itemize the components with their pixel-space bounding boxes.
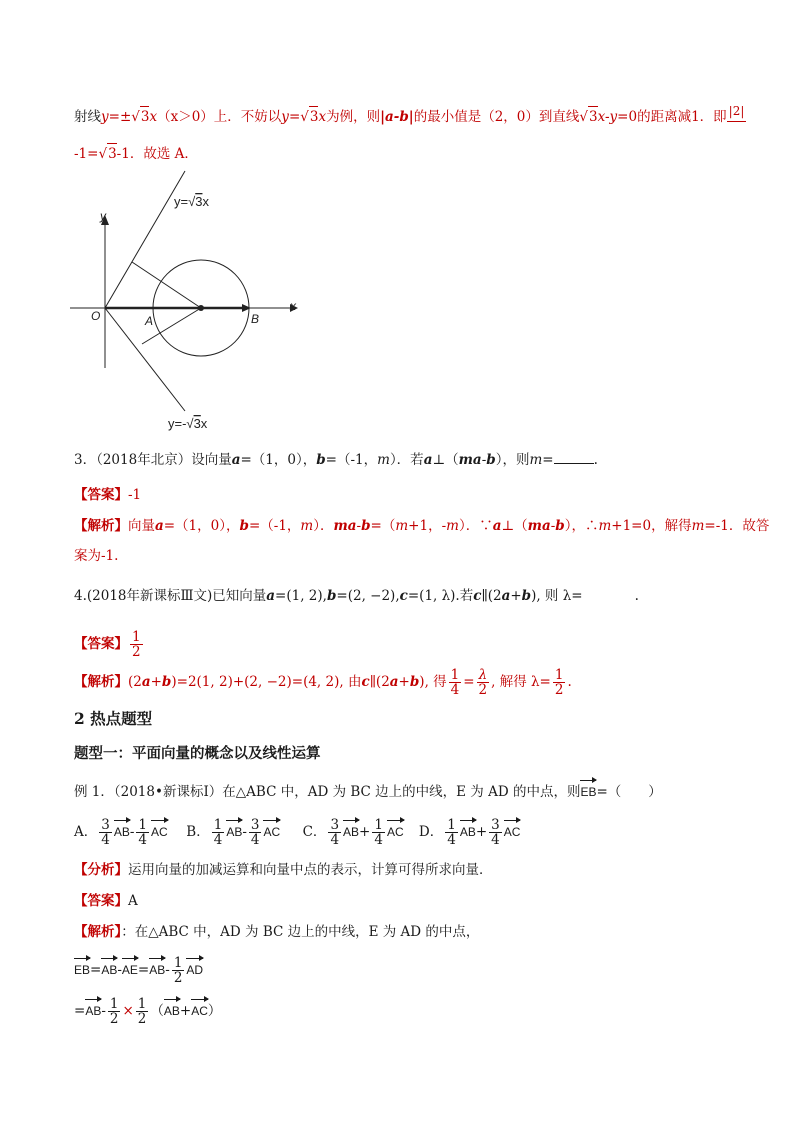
math-y: y: [101, 109, 109, 125]
math-ma: ma: [333, 518, 357, 534]
solution-continuation-line-2: [74, 143, 198, 164]
text: -1．故选 A．: [116, 146, 198, 162]
text: .: [567, 674, 572, 690]
section-title: 2 热点题型: [74, 709, 153, 728]
equation-2: [74, 997, 221, 1026]
vector: AB: [114, 822, 130, 842]
vector: AC: [151, 822, 168, 842]
math-ma: ma: [527, 518, 551, 534]
text: 运用向量的加减运算和向量中点的表示，计算可得所求向量．: [128, 862, 493, 878]
numerator: 1: [554, 667, 564, 683]
operator: -: [117, 962, 122, 978]
numerator: 1: [137, 996, 147, 1012]
text: ）．: [313, 518, 334, 534]
text: +1，-: [408, 518, 447, 534]
math-xy: x-y: [597, 109, 618, 125]
label-point-a: A: [145, 314, 154, 328]
fraction: [489, 818, 502, 847]
text: =（: [370, 518, 396, 534]
fraction: [249, 818, 262, 847]
vector: AB: [85, 1001, 101, 1021]
paren: ）: [207, 1003, 222, 1019]
fraction: [449, 668, 462, 697]
numerator: 3: [330, 817, 340, 833]
text: ：在△ABC 中，AD 为 BC 边上的中线，E 为 AD 的中点，: [121, 924, 480, 940]
text: （x＞0）上．不妨以: [157, 109, 282, 125]
math-y: y: [281, 109, 289, 125]
text: =(1, λ).若: [407, 588, 474, 604]
option-b[interactable]: [186, 818, 298, 847]
analysis-label: 【分析】: [74, 862, 128, 878]
answer-blank: [554, 451, 594, 464]
answer-value: -1: [128, 487, 142, 503]
perpendicular-upper: [132, 262, 201, 308]
text: 向量: [128, 518, 155, 534]
text: =(1, 2),: [275, 588, 327, 604]
math-a: a: [266, 588, 276, 604]
paren: （: [150, 1003, 164, 1019]
text: ）．∵: [458, 518, 493, 534]
denominator: 4: [374, 832, 383, 848]
fraction: [372, 818, 385, 847]
math-a: a: [389, 674, 399, 690]
solution-continuation-line-1: [74, 106, 746, 128]
operator: ×: [122, 1003, 134, 1019]
numerator: 3: [250, 817, 260, 833]
numerator: 1: [374, 817, 383, 833]
text: -: [481, 452, 487, 468]
text: -1=: [74, 146, 99, 162]
math-ma: ma: [458, 452, 482, 468]
answer-fraction: [130, 630, 143, 659]
text: ), 则 λ=: [531, 588, 583, 604]
option-a-label: A．: [74, 824, 98, 840]
option-c[interactable]: [303, 818, 415, 847]
text: -: [356, 518, 362, 534]
analysis-3: [74, 516, 769, 536]
fraction: [108, 997, 121, 1026]
label-x-axis: x: [290, 299, 296, 313]
denominator: 4: [138, 832, 148, 848]
text: 射线: [74, 109, 101, 125]
operator: +: [179, 1003, 192, 1019]
analysis-label: 【解析】: [74, 674, 128, 690]
denominator: 2: [554, 682, 564, 698]
sqrt-sign: √3: [300, 109, 318, 125]
math-a: a: [492, 518, 502, 534]
fraction: [445, 818, 458, 847]
operator: =: [90, 962, 102, 978]
text: +1=0，解得: [611, 518, 692, 534]
numerator: 1: [450, 667, 460, 683]
denominator: 2: [478, 682, 488, 698]
numerator: 1: [132, 629, 141, 645]
example-1: [74, 782, 662, 802]
text: =-1．故答: [704, 518, 770, 534]
numerator: 1: [138, 817, 148, 833]
math-b: b: [555, 518, 565, 534]
option-c-label: C．: [302, 824, 327, 840]
label-line-lower: y=-√3x: [168, 416, 208, 431]
denominator: 4: [447, 832, 456, 848]
math-x: x: [318, 109, 327, 125]
text: 3．（2018年北京）设向量: [74, 452, 232, 468]
label-y-axis: y: [100, 209, 106, 223]
denominator: 4: [101, 832, 110, 848]
question-4: [74, 586, 639, 606]
text: ⊥（: [501, 518, 528, 534]
text: -: [550, 518, 556, 534]
operator: +: [359, 824, 371, 840]
option-d-label: D．: [418, 824, 444, 840]
answer-3: [74, 485, 141, 505]
fraction: [99, 818, 112, 847]
math-b: b: [486, 452, 496, 468]
text: 为例，则: [326, 109, 381, 125]
question-3: [74, 450, 598, 470]
math-abs: |a-b|: [380, 109, 414, 125]
text: 案为-1.: [74, 548, 119, 564]
text: .: [593, 452, 598, 468]
vector: AC: [263, 822, 280, 842]
text: ⊥（: [432, 452, 459, 468]
sqrt-sign: √3: [131, 109, 149, 125]
operator: -: [129, 824, 135, 840]
text: )=2(1, 2)+(2, −2)=(4, 2), 由: [171, 674, 362, 690]
coordinate-figure: [60, 165, 320, 440]
text: =(2, −2),: [336, 588, 400, 604]
answer-value: A: [128, 893, 138, 909]
math-b: b: [316, 452, 326, 468]
vector: AD: [186, 960, 203, 980]
numerator: 3: [491, 817, 500, 833]
option-d[interactable]: [419, 818, 521, 847]
text: =（ ）: [596, 784, 662, 800]
operator: =: [137, 962, 150, 978]
text: ），则: [495, 452, 530, 468]
answer-4: [74, 630, 145, 659]
math-b: b: [409, 674, 420, 690]
type-title: 题型一：平面向量的概念以及线性运算: [74, 745, 321, 762]
sqrt-value: 3: [140, 106, 150, 127]
vector: AB: [149, 960, 165, 980]
option-a[interactable]: [74, 818, 182, 847]
equation-1: [74, 956, 203, 985]
fraction: [136, 818, 149, 847]
denominator: 4: [450, 682, 460, 698]
text: =0的距离减1．即: [617, 109, 727, 125]
text: ∥(2: [369, 674, 390, 690]
math-a: a: [501, 588, 511, 604]
vector-eb: EB: [580, 782, 596, 802]
analysis-label: 【解析】: [74, 518, 128, 534]
label-line-upper: y=√3x: [174, 194, 209, 209]
analysis-4: [74, 668, 572, 697]
denominator: 4: [250, 832, 260, 848]
label-point-b: B: [251, 312, 260, 326]
denominator: 4: [491, 832, 500, 848]
text: 例 1．（2018•新课标Ⅰ）在△ABC 中，AD 为 BC 边上的中线，E 为 AD 的中点，则: [74, 784, 581, 800]
option-b-label: B．: [186, 824, 210, 840]
denominator: 4: [330, 832, 340, 848]
math-c: c: [473, 588, 482, 604]
text: ），∴: [564, 518, 599, 534]
math-m: m: [529, 452, 543, 468]
vector: AB: [460, 822, 476, 842]
sqrt-value: 3: [309, 106, 319, 127]
analysis-3-continued: [74, 546, 118, 566]
numerator: 1: [447, 817, 456, 833]
operator: =: [74, 1003, 86, 1019]
math-a: a: [231, 452, 241, 468]
math-b: b: [326, 588, 337, 604]
math-m: m: [300, 518, 314, 534]
denominator: 2: [173, 970, 183, 986]
operator: -: [101, 1003, 106, 1019]
fraction: [328, 818, 341, 847]
text: =（1，0），: [163, 518, 240, 534]
label-origin: O: [91, 309, 101, 323]
denominator: 2: [137, 1011, 147, 1027]
math-b: b: [521, 588, 532, 604]
answer-1: [74, 891, 138, 911]
vector: AB: [343, 822, 359, 842]
math-b: b: [361, 518, 371, 534]
text: ), 得: [419, 674, 447, 690]
fraction: [553, 668, 566, 697]
sqrt-value: 3: [588, 106, 598, 127]
numerator: 3: [101, 817, 110, 833]
fraction-top: |2|: [727, 101, 747, 122]
numerator: 1: [173, 955, 183, 971]
options-row: [74, 818, 520, 847]
vector: AB: [164, 1001, 180, 1021]
text: (2: [128, 674, 142, 690]
text: 4.(2018年新课标Ⅲ文)已知向量: [74, 588, 267, 604]
fraction: [172, 956, 185, 985]
text: ）．若: [389, 452, 424, 468]
math-eq: =±: [108, 109, 132, 125]
vector: EB: [74, 960, 90, 980]
text: =（-1，: [248, 518, 301, 534]
math-m: m: [446, 518, 459, 534]
math-a: a: [141, 674, 151, 690]
operator: -: [242, 824, 247, 840]
math-m: m: [598, 518, 612, 534]
denominator: 4: [213, 832, 223, 848]
math-a: a: [423, 452, 433, 468]
text: , 解得 λ=: [491, 674, 551, 690]
operator: -: [165, 962, 170, 978]
text: +: [398, 674, 410, 690]
math-eq: =: [288, 109, 301, 125]
text: .: [634, 588, 639, 604]
math-c: c: [361, 674, 370, 690]
sqrt-sign: √3: [579, 109, 597, 125]
sqrt-value: 3: [107, 143, 117, 164]
text: +: [510, 588, 522, 604]
text: =: [463, 674, 475, 690]
numerator: 1: [109, 996, 119, 1012]
text: +: [150, 674, 162, 690]
solution-label: 【解析】: [74, 924, 122, 940]
center-point: [198, 305, 204, 311]
math-m: m: [395, 518, 409, 534]
math-a: a: [155, 518, 164, 534]
text: =: [542, 452, 554, 468]
math-c: c: [399, 588, 408, 604]
vector: AC: [387, 822, 404, 842]
vector: AC: [504, 822, 521, 842]
numerator: λ: [478, 667, 488, 683]
math-m: m: [691, 518, 705, 534]
numerator: 1: [213, 817, 223, 833]
text: =（-1，: [325, 452, 378, 468]
text: ∥(2: [481, 588, 502, 604]
text: 的最小值是（2，0）到直线: [413, 109, 580, 125]
sqrt-sign: √3: [98, 146, 116, 162]
math-m: m: [377, 452, 390, 468]
vector: AB: [101, 960, 117, 980]
math-x: x: [149, 109, 158, 125]
fraction: [136, 997, 149, 1026]
answer-label: 【答案】: [74, 487, 128, 503]
math-b: b: [161, 674, 172, 690]
ray-upper: [105, 171, 185, 308]
vector: AE: [122, 960, 138, 980]
fraction: [477, 668, 490, 697]
analysis-1: [74, 860, 493, 880]
denominator: 2: [109, 1011, 119, 1027]
math-b: b: [239, 518, 249, 534]
vector: AC: [191, 1001, 208, 1021]
solution-1: [74, 922, 479, 942]
answer-label: 【答案】: [74, 893, 128, 909]
operator: +: [475, 824, 488, 840]
answer-label: 【答案】: [74, 636, 128, 652]
vector-arrow: [242, 304, 251, 312]
fraction: [212, 818, 225, 847]
text: =（1，0），: [240, 452, 317, 468]
vector: AB: [226, 822, 242, 842]
denominator: 2: [132, 644, 141, 660]
